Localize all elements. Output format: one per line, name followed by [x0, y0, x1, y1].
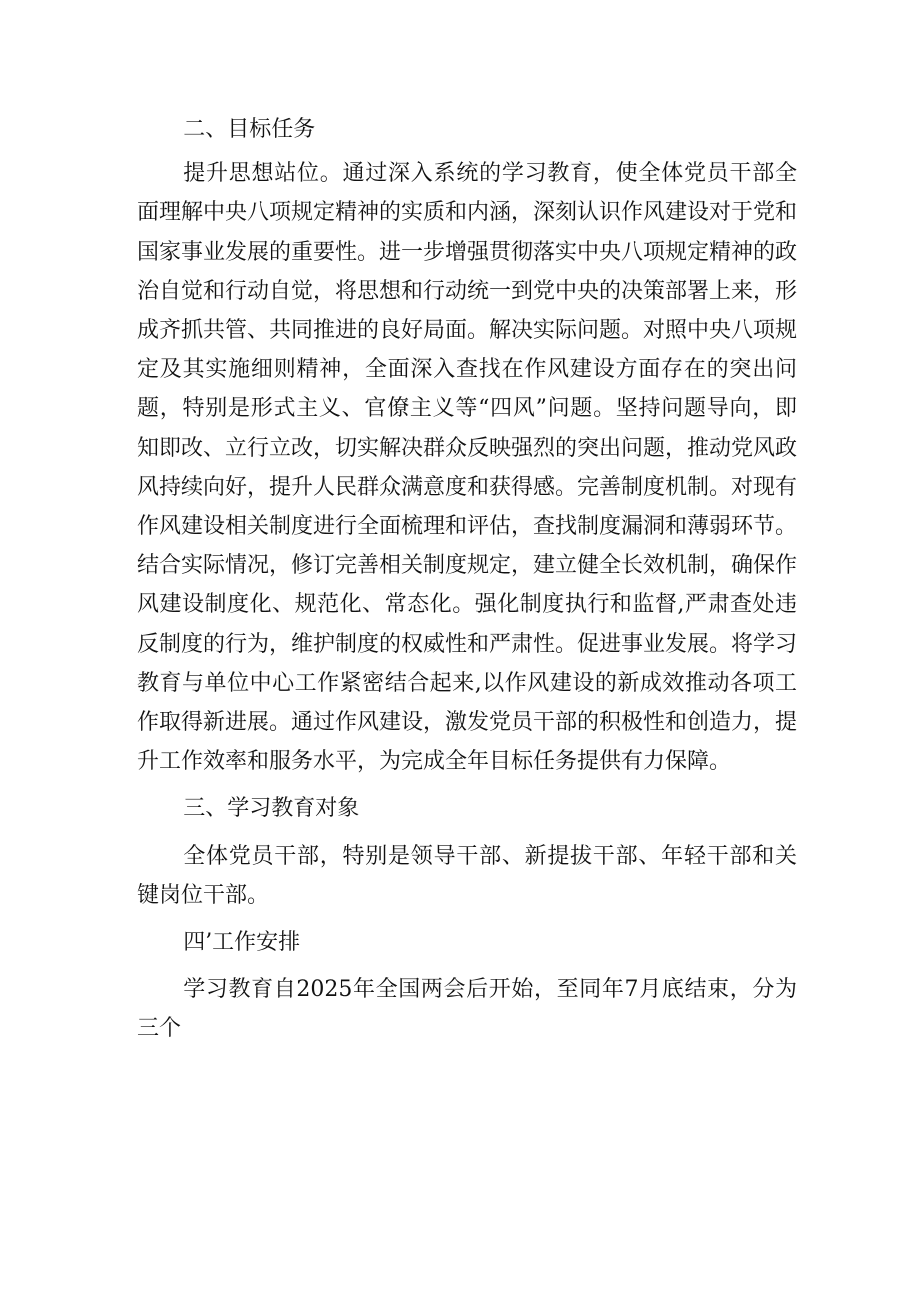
section-paragraph-goals: 提升思想站位。通过深入系统的学习教育，使全体党员干部全面理解中央八项规定精神的实质和内涵，深刻认识作风建设对于党和国家事业发展的重要性。进一步增强贯彻落实中央八项规定精神的政治自觉和行动自觉，将思想和行动统一到党中央的决策部署上来，形成齐抓共管、共同推进的良好局面。解决实际问题。对照中央八项规定及其实施细则精神，全面深入查找在作风建设方面存在的突出问题，特别是形式主义、官僚主义等“四风”问题。坚持问题导向，即知即改、立行立改，切实解决群众反映强烈的突出问题，推动党风政风持续向好，提升人民群众满意度和获得感。完善制度机制。对现有作风建设相关制度进行全面梳理和评估，查找制度漏洞和薄弱环节。结合实际情况，修订完善相关制度规定，建立健全长效机制，确保作风建设制度化、规范化、常态化。强化制度执行和监督,严肃查处违反制度的行为，维护制度的权威性和严肃性。促进事业发展。将学习教育与单位中心工作紧密结合起来,以作风建设的新成效推动各项工作取得新进展。通过作风建设，激发党员干部的积极性和创造力，提升工作效率和服务水平，为完成全年目标任务提供有力保障。	[137, 161, 798, 775]
section-heading-targets: 三、学习教育对象	[183, 796, 360, 822]
section-paragraph-schedule: 学习教育自2025年全国两会后开始，至同年7月底结束，分为三个	[137, 977, 797, 1042]
section-heading-goals: 二、目标任务	[183, 117, 316, 142]
document-body	[137, 110, 797, 1049]
section-paragraph-targets: 全体党员干部，特别是领导干部、新提拔干部、年轻干部和关键岗位干部。	[137, 843, 797, 908]
section-heading-schedule: 四’工作安排	[183, 930, 301, 956]
